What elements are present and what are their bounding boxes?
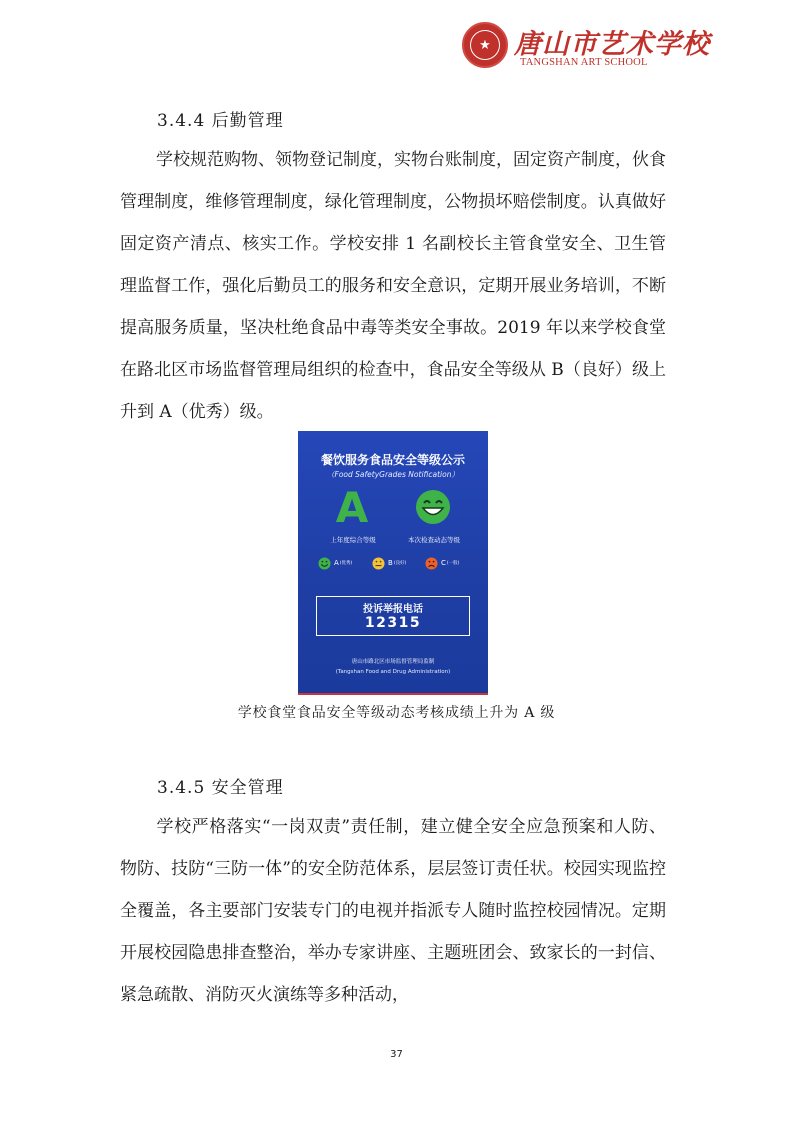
complaint-hotline-box xyxy=(316,596,470,636)
logo-school-english-name: TANGSHAN ART SCHOOL xyxy=(520,57,648,68)
issuing-authority-chinese: 唐山市路北区市场监督管理局监制 xyxy=(351,659,435,665)
legend-letter: A xyxy=(334,559,339,567)
school-seal-icon: ★ xyxy=(462,22,508,68)
legend-item-a xyxy=(318,556,352,570)
smiley-face-icon xyxy=(415,489,451,525)
legend-letter: C xyxy=(441,559,446,567)
food-safety-grade-photo xyxy=(298,431,488,695)
complaint-hotline-number: 12315 xyxy=(364,615,422,631)
complaint-hotline-label: 投诉举报电话 xyxy=(363,604,423,615)
legend-item-c xyxy=(425,556,459,570)
section-heading-logistics: 3.4.4 后勤管理 xyxy=(157,111,284,131)
neutral-face-icon xyxy=(372,557,385,570)
legend-text: (优秀) xyxy=(339,561,353,566)
label-dynamic-grade: 本次检查动态等级 xyxy=(408,536,460,544)
label-annual-grade: 上年度综合等级 xyxy=(330,536,376,544)
issuing-authority-english: (Tangshan Food and Drug Administration) xyxy=(335,669,451,675)
annual-grade-letter: A xyxy=(335,483,369,532)
paragraph-safety-text: 学校严格落实“一岗双责”责任制，建立健全安全应急预案和人防、物防、技防“三防一体”的安全防范体系，层层签订责任状。校园实现监控全覆盖，各主要部门安装专门的电视并指派专人随时监控校园情况。定期开展校园隐患排查整治，举办专家讲座、主题班团会、致家长的一封信、紧急疏散、消防灭火演练等多种活动， xyxy=(120,817,666,1005)
sad-face-icon xyxy=(425,557,438,570)
legend-text: (一般) xyxy=(446,561,460,566)
legend-text: (良好) xyxy=(393,561,407,566)
page-number: 37 xyxy=(390,1049,403,1060)
happy-face-icon xyxy=(318,557,331,570)
legend-letter: B xyxy=(388,559,393,567)
paragraph-logistics-text: 学校规范购物、领物登记制度，实物台账制度，固定资产制度，伙食管理制度，维修管理制度，绿化管理制度，公物损坏赔偿制度。认真做好固定资产清点、核实工作。学校安排 1 名副校长主管食堂安全、卫生管理监督工作，强化后勤员工的服务和安全意识，定期开展业务培训，不断提高服务质量，坚决杜绝食品中毒等类安全事故。2019 年以来学校食堂在路北区市场监督管理局组织的检查中，食品安全等级从 B（良好）级上升到 A（优秀）级。 xyxy=(120,150,666,422)
legend-item-b xyxy=(372,556,406,570)
figure-title: 餐饮服务食品安全等级公示 xyxy=(320,453,465,467)
figure-subtitle: （Food SafetyGrades Notification） xyxy=(327,470,459,479)
paragraph-logistics xyxy=(120,139,666,433)
paragraph-safety xyxy=(120,806,666,1016)
section-heading-safety: 3.4.5 安全管理 xyxy=(157,778,284,798)
figure-bottom-divider xyxy=(298,693,488,695)
school-logo xyxy=(462,18,710,74)
logo-school-name: 唐山市艺术学校 xyxy=(514,29,710,60)
figure-caption: 学校食堂食品安全等级动态考核成绩上升为 A 级 xyxy=(237,705,556,721)
